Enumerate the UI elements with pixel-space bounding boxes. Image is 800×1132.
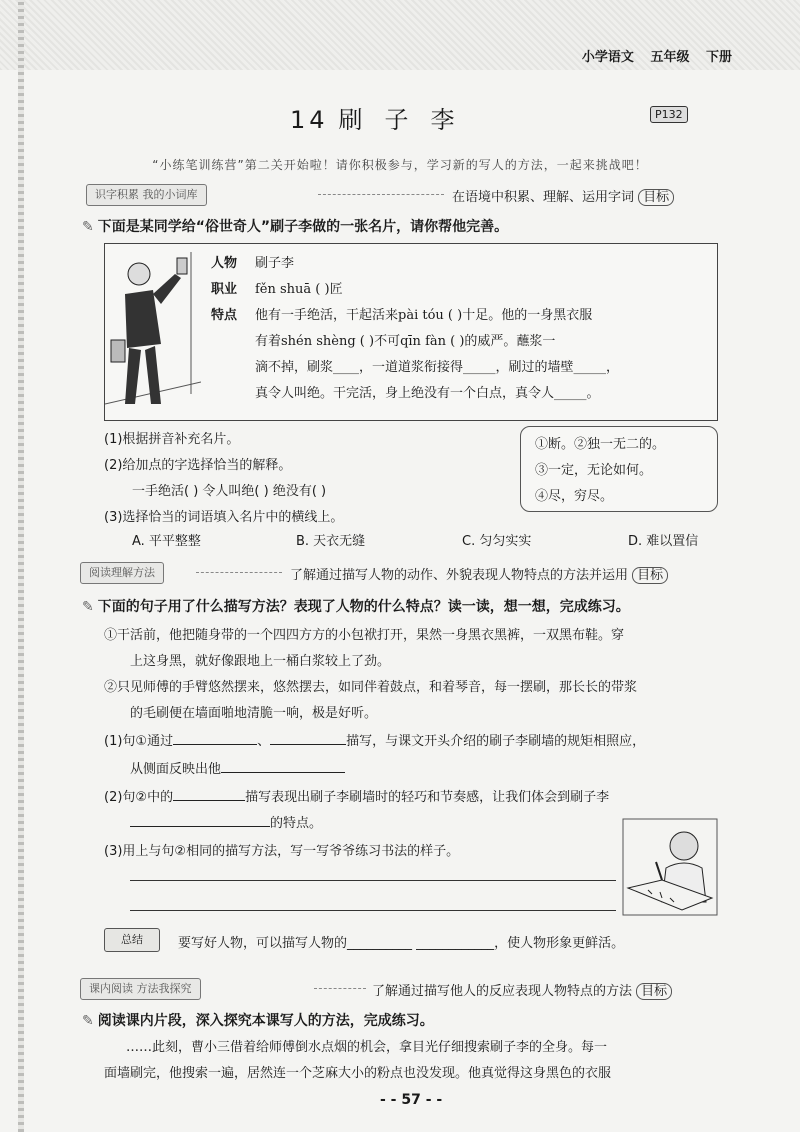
choice-b: B. 天衣无缝 [296, 534, 366, 549]
dotted-line [196, 572, 282, 573]
answer-blank[interactable] [173, 788, 245, 801]
grade-label: 五年级 [650, 50, 690, 65]
sentence-2-cont: 的毛刷便在墙面啪地清脆一响，极是好听。 [130, 706, 378, 721]
answer-blank[interactable] [221, 760, 345, 773]
page-reference: P132 [650, 106, 688, 123]
choice-a: A. 平平整整 [132, 534, 201, 549]
q2-part1: (1)句①通过 、 描写，与课文开头介绍的刷子李刷墙的规矩相照应， [104, 734, 646, 749]
definitions-box [520, 426, 718, 512]
subquestion-3: (3)选择恰当的词语填入名片中的横线上。 [104, 510, 344, 525]
q2-part2: (2)句②中的 描写表现出刷子李刷墙时的轻巧和节奏感，让我们体会到刷子李 [104, 790, 610, 805]
question-1: ✎ 下面是某同学给“俗世奇人”刷子李做的一张名片，请你帮他完善。 [82, 219, 509, 235]
card-row-person: 人物 刷子李 [211, 256, 295, 271]
choice-d: D. 难以置信 [628, 534, 699, 549]
section1-goal: 在语境中积累、理解、运用字词 目标 [452, 186, 674, 205]
page-number: - - 57 - - [380, 1092, 443, 1108]
name-card [104, 243, 718, 421]
writing-line[interactable] [130, 910, 616, 911]
answer-blank[interactable] [130, 814, 270, 827]
sentence-1: ①干活前，他把随身带的一个四四方方的小包袱打开，果然一身黑衣黑裤，一双黑布鞋。穿 [104, 628, 625, 643]
summary-text: 要写好人物，可以描写人物的__________ ____________，使人物形象更鲜活。 [178, 936, 625, 951]
volume-label: 下册 [705, 50, 732, 65]
dotted-line [318, 194, 444, 195]
intro-banner: “小练笔训练营”第二关开始啦！请你积极参与，学习新的写人的方法，一起来挑战吧！ [152, 158, 648, 172]
painter-illustration [105, 244, 201, 420]
definition-option: ④尽，穷尽。 [535, 489, 614, 504]
grandpa-calligraphy-illustration [622, 818, 718, 916]
subject-label: 小学语文 [581, 50, 634, 65]
section2-goal: 了解通过描写人物的动作、外貌表现人物特点的方法并运用 目标 [290, 564, 668, 583]
dotted-line [314, 988, 366, 989]
lesson-name: 刷子李 [338, 106, 477, 134]
q2-part2-cont: 的特点。 [130, 812, 322, 831]
passage-line: 面墙刷完，他搜索一遍，居然连一个芝麻大小的粉点也没发现。他真觉得这身黑色的衣服 [104, 1066, 612, 1081]
answer-blank[interactable] [173, 732, 257, 745]
page-header [570, 46, 732, 65]
sentence-1-cont: 上这身黑，就好像跟地上一桶白浆较上了劲。 [130, 654, 391, 669]
section3-tag: 课内阅读 方法我探究 [80, 978, 201, 1000]
definition-option: ③一定，无论如何。 [535, 463, 653, 478]
question-2: ✎ 下面的句子用了什么描写方法？表现了人物的什么特点？读一读，想一想，完成练习。 [82, 599, 630, 615]
card-feature-line: 有着shén shèng ( )不可qīn fàn ( )的威严。蘸浆一 [255, 334, 556, 349]
subquestion-2: (2)给加点的字选择恰当的解释。 [104, 458, 292, 473]
question-3: ✎ 阅读课内片段，深入探究本课写人的方法，完成练习。 [82, 1013, 434, 1029]
card-row-feature: 特点 他有一手绝活，干起活来pài tóu ( )十足。他的一身黑衣服 [211, 308, 593, 323]
lesson-number: 14 [290, 106, 329, 134]
binding-edge [18, 0, 24, 1132]
passage-line: ……此刻，曹小三借着给师傅倒水点烟的机会，拿目光仔细搜索刷子李的全身。每一 [126, 1040, 608, 1055]
subquestion-2-items: 一手绝活( ) 令人叫绝( ) 绝没有( ) [132, 484, 327, 499]
definition-option: ①断。②独一无二的。 [535, 437, 666, 452]
card-row-job: 职业 fěn shuā ( )匠 [211, 282, 343, 297]
q2-part1-cont: 从侧面反映出他 [130, 758, 345, 777]
card-feature-line: 真令人叫绝。干完活，身上绝没有一个白点，真令人_____。 [255, 386, 600, 401]
writing-line[interactable] [130, 880, 616, 881]
summary-tag: 总结 [104, 928, 160, 952]
section3-goal: 了解通过描写他人的反应表现人物特点的方法 目标 [372, 980, 672, 999]
lesson-title [290, 100, 477, 135]
section1-tag: 识字积累 我的小词库 [86, 184, 207, 206]
subquestion-1: (1)根据拼音补充名片。 [104, 432, 240, 447]
answer-blank[interactable] [270, 732, 346, 745]
q2-part3: (3)用上与句②相同的描写方法，写一写爷爷练习书法的样子。 [104, 844, 460, 859]
section2-tag: 阅读理解方法 [80, 562, 164, 584]
card-feature-line: 滴不掉，刷浆____，一道道浆衔接得_____，刷过的墙壁_____， [255, 360, 620, 375]
choice-c: C. 匀匀实实 [462, 534, 532, 549]
sentence-2: ②只见师傅的手臂悠然摆来，悠然摆去，如同伴着鼓点，和着琴音，每一摆刷，那长长的带浆 [104, 680, 638, 695]
